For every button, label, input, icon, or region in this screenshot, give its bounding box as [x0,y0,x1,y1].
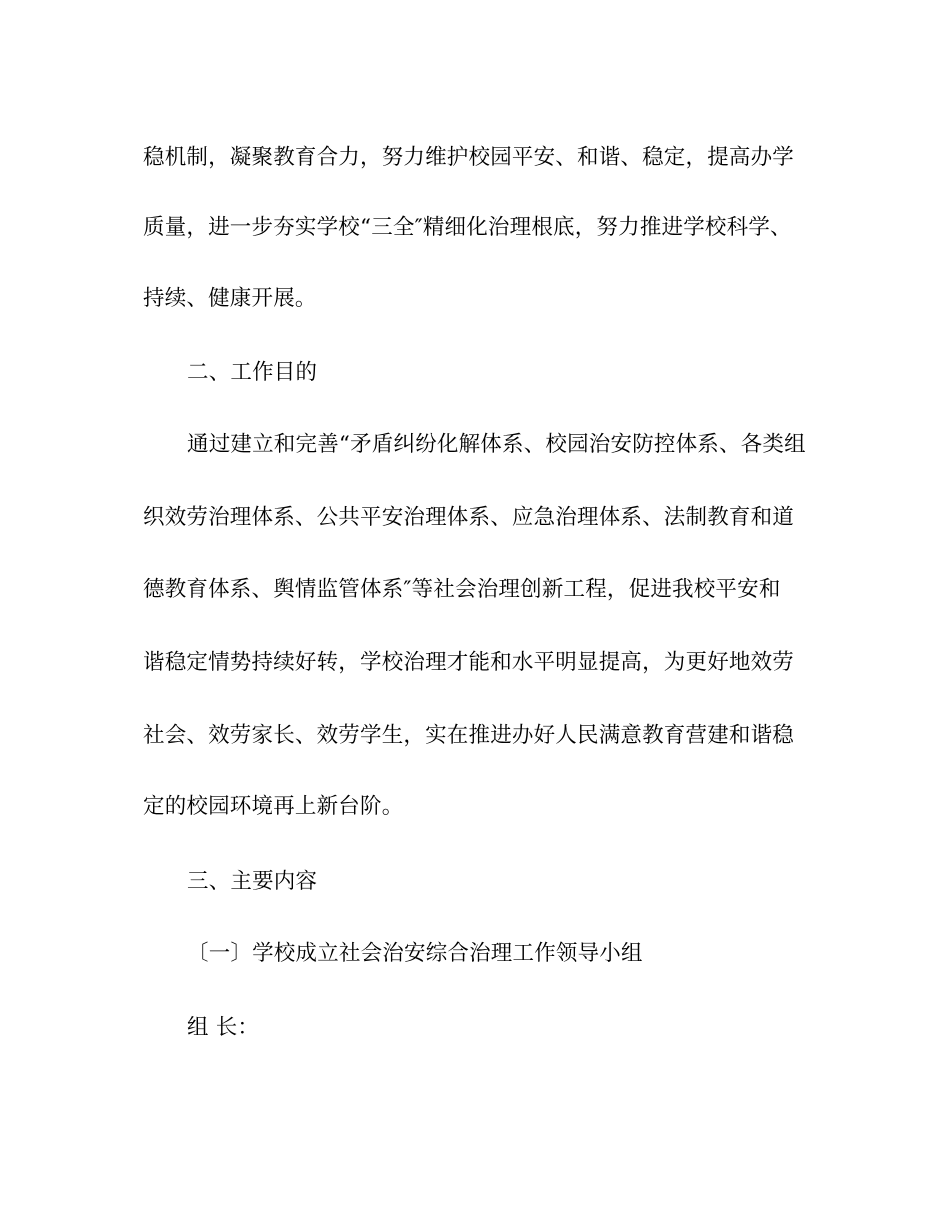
paragraph-line: 社会、效劳家长、效劳学生，实在推进办好人民满意教育营建和谐稳 [143,723,795,748]
paragraph-line: 织效劳治理体系、公共平安治理体系、应急治理体系、法制教育和道 [143,505,795,530]
paragraph-line: 德教育体系、舆情监管体系″等社会治理创新工程，促进我校平安和 [143,577,781,602]
subsection-heading: 〔一〕学校成立社会治安综合治理工作领导小组 [187,941,643,966]
paragraph-line: 通过建立和完善“矛盾纠纷化解体系、校园治安防控体系、各类组 [187,432,806,457]
paragraph-line: 质量，进一步夯实学校“三全″精细化治理根底，努力推进学校科学、 [143,215,792,240]
section-heading: 三、主要内容 [187,869,318,894]
paragraph-line: 组 长： [187,1015,260,1040]
paragraph-line: 定的校园环境再上新台阶。 [143,794,404,819]
paragraph-line: 稳机制，凝聚教育合力，努力维护校园平安、和谐、稳定，提高办学 [143,145,795,170]
section-heading: 二、工作目的 [187,360,318,385]
paragraph-line: 持续、健康开展。 [143,286,317,311]
paragraph-line: 谐稳定情势持续好转，学校治理才能和水平明显提高，为更好地效劳 [143,650,795,675]
